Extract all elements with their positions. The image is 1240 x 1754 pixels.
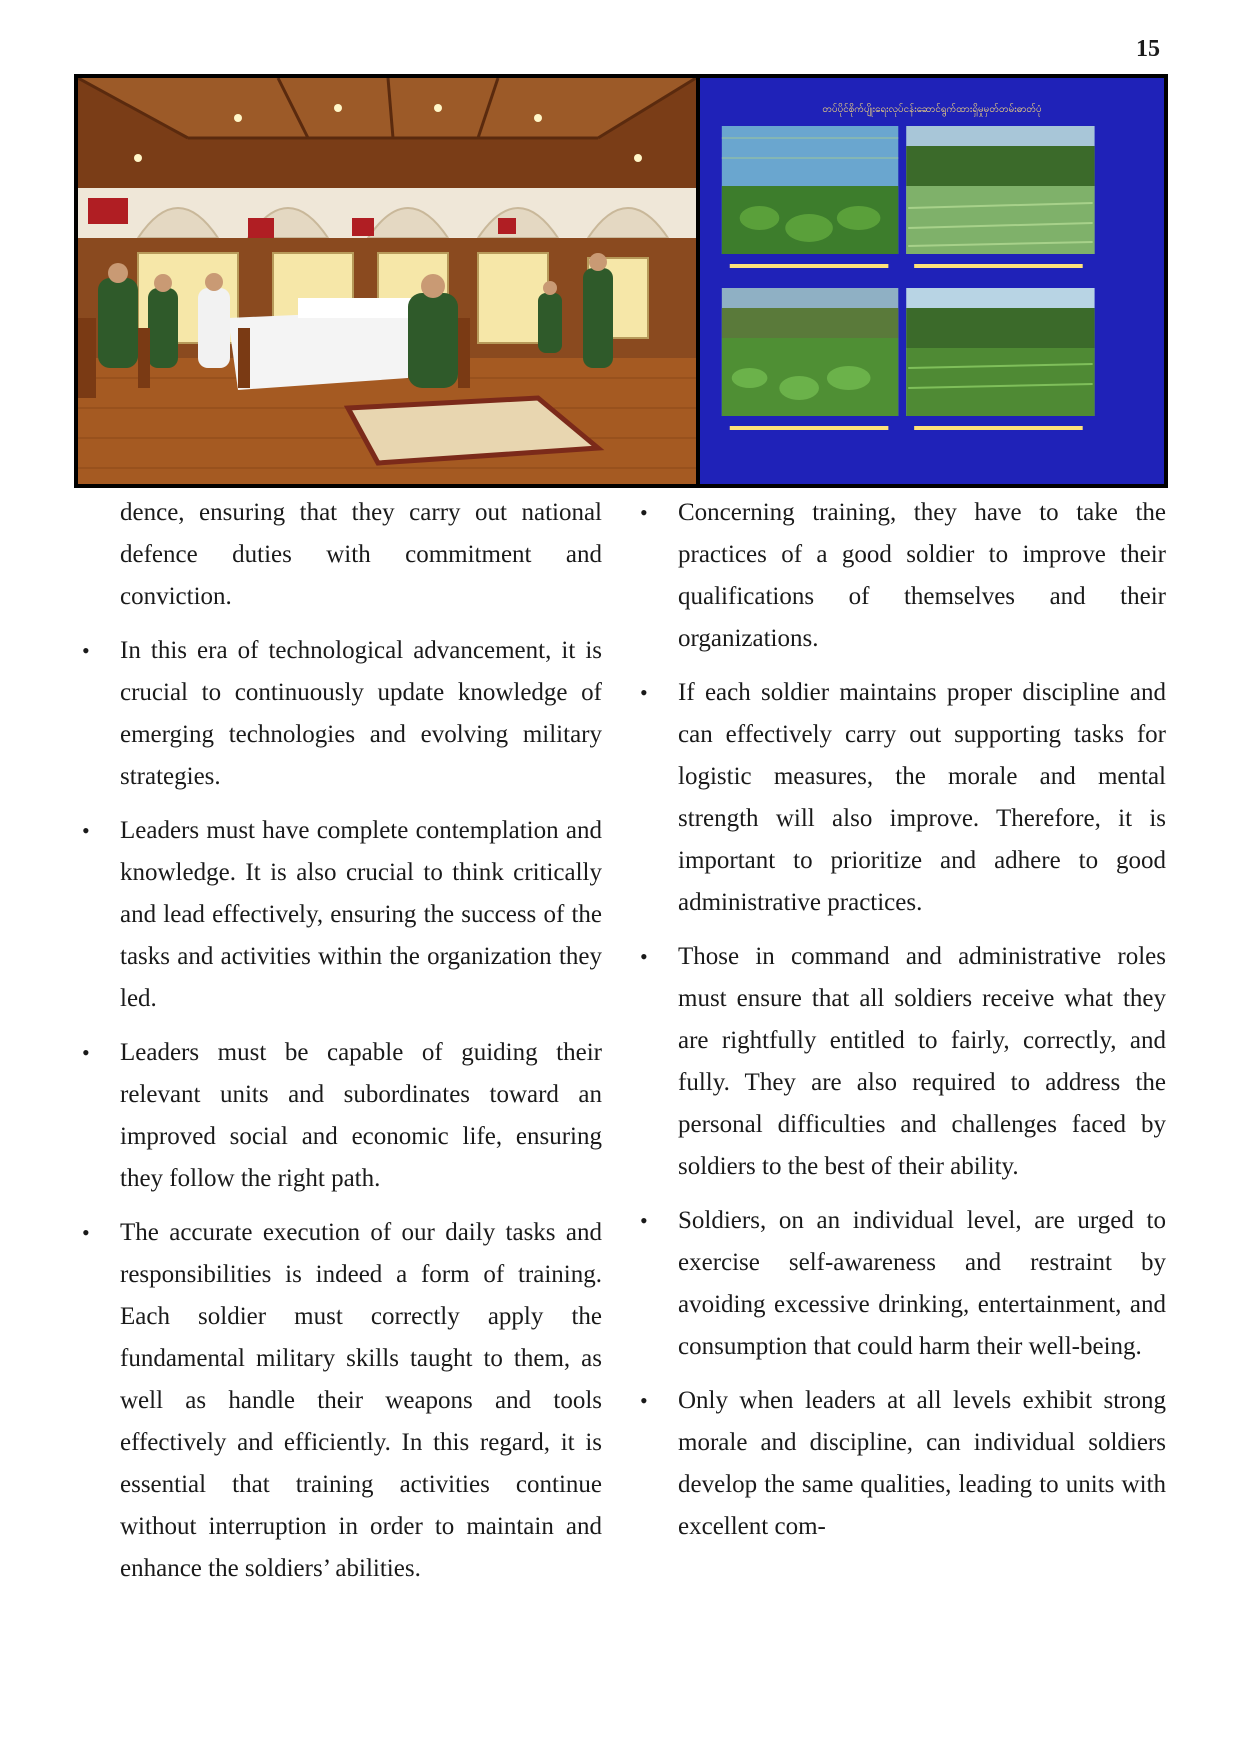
- left-column: [80, 492, 602, 1590]
- bullet-item: • Soldiers, on an individual level, are urged to exercise self-awareness and restraint by avoiding excessive drinking, entertainment, and consumption that could harm their well-being.: [638, 1200, 1166, 1368]
- slide-photo-1: [722, 126, 898, 254]
- meeting-hall-photo: [78, 78, 696, 484]
- page-number: 15: [1136, 36, 1160, 62]
- slide-photo-4: [906, 288, 1094, 416]
- bullet-item: • In this era of technological advancement, it is crucial to continuously update knowledge of emerging technologies and evolving military strategies.: [80, 630, 602, 798]
- bullet-item: • Leaders must be capable of guiding their relevant units and subordinates toward an improved social and economic life, ensuring they follow the right path.: [80, 1032, 602, 1200]
- bullet-item: • The accurate execution of our daily tasks and responsibilities is indeed a form of training. Each soldier must correctly apply the fundamental military skills taught to them, as well as handle their weapons and tools effectively and efficiently. In this regard, it is essential that training activities continue without interruption in order to maintain and enhance the soldiers’ abilities.: [80, 1212, 602, 1590]
- slide-caption: တပ်ပိုင်စိုက်ပျိုးရေးလုပ်ငန်းဆောင်ရွက်ထားရှိမှုမှတ်တမ်းဓာတ်ပုံ: [822, 103, 1042, 116]
- bullet-item: • If each soldier maintains proper discipline and can effectively carry out supporting tasks for logistic measures, the morale and mental strength will also improve. Therefore, it is important to prioritize and adhere to good administrative practices.: [638, 672, 1166, 924]
- presentation-screen-photo: [700, 78, 1164, 484]
- continuation-paragraph: dence, ensuring that they carry out national defence duties with commitment and conviction.: [120, 499, 602, 610]
- agriculture-slide-illustration: [700, 78, 1164, 484]
- bullet-item: • Leaders must have complete contemplation and knowledge. It is also crucial to think critically and lead effectively, ensuring the success of the tasks and activities within the organization they led.: [80, 810, 602, 1020]
- bullet-item: • Concerning training, they have to take the practices of a good soldier to improve their qualifications of themselves and their organizations.: [638, 492, 1166, 660]
- bullet-item: • Those in command and administrative roles must ensure that all soldiers receive what they are rightfully entitled to fairly, correctly, and fully. They are also required to address the personal difficulties and challenges faced by soldiers to the best of their ability.: [638, 936, 1166, 1188]
- bullet-item: • Only when leaders at all levels exhibit strong morale and discipline, can individual soldiers develop the same qualities, leading to units with excellent com-: [638, 1380, 1166, 1548]
- right-column: [638, 492, 1166, 1548]
- left-bullet-list: [80, 630, 602, 1590]
- slide-photo-2: [906, 126, 1094, 254]
- meeting-hall-illustration: [78, 78, 696, 484]
- slide-photo-3: [722, 288, 898, 416]
- right-bullet-list: [638, 492, 1166, 1548]
- photo-composite: [74, 74, 1168, 488]
